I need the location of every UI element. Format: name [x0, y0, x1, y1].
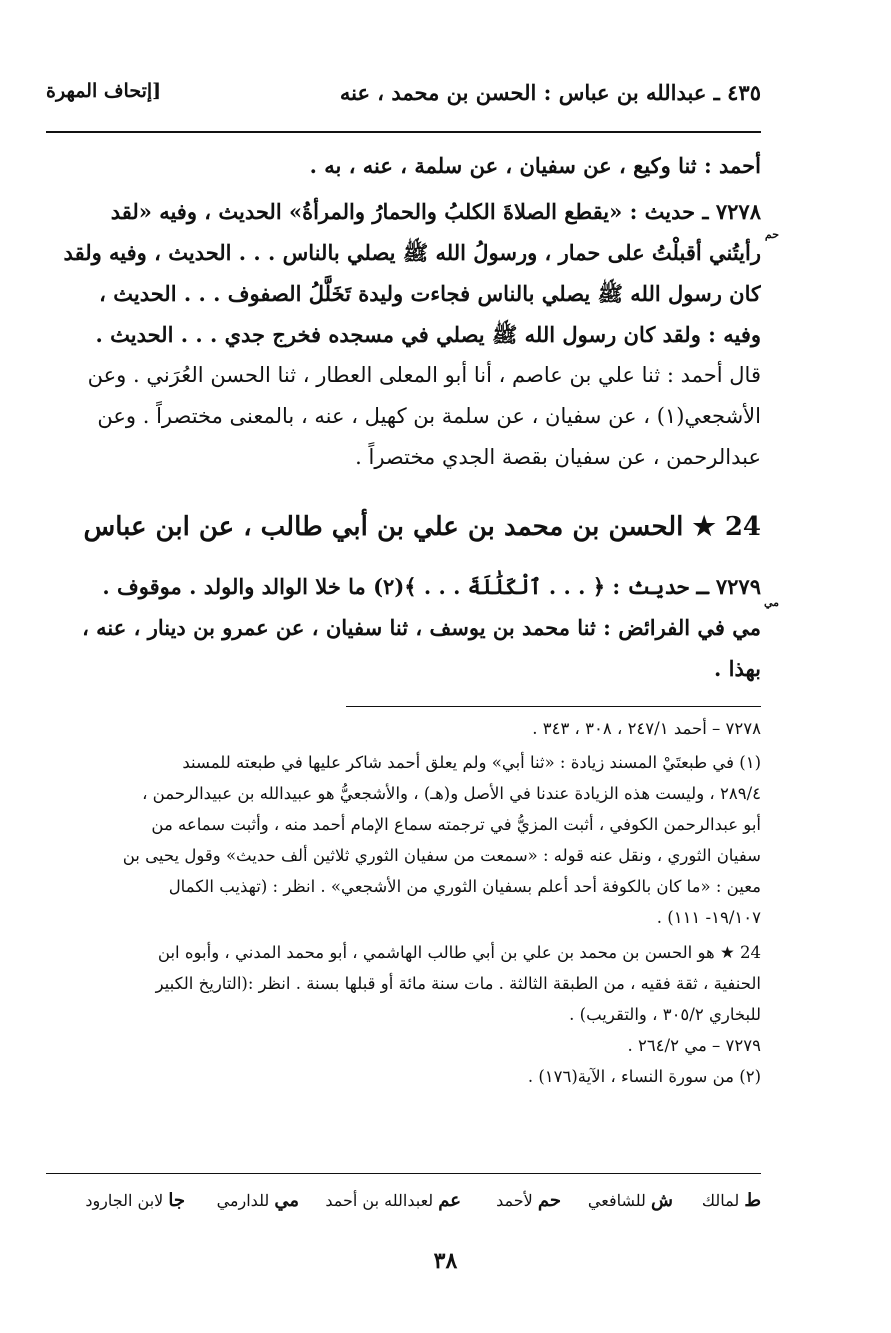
footnote-rule [346, 706, 761, 707]
legend-item: ش للشافعي [587, 1190, 673, 1211]
footnote-line: معين : «ما كان بالكوفة أحد أعلم بسفيان الثوري من الأشجعي» . انظر : (تهذيب الكمال [168, 877, 761, 896]
source-marker: مي [763, 596, 779, 609]
hadith-7278-line: كان رسول الله ﷺ يصلي بالناس فجاءت وليدة تَخَلَّلُ الصفوف . . . الحديث ، [99, 281, 761, 306]
hadith-7279 [46, 566, 761, 689]
footnote-line: ٢٨٩/٤ ، وليست هذه الزيادة عندنا في الأصل و(هـ) ، والأشجعيُّ هو عبيدالله بن عبيدالرحمن ، [142, 784, 761, 803]
legend-item: عم لعبدالله بن أحمد [325, 1190, 461, 1211]
legend-item: مي للدارمي [216, 1190, 299, 1211]
legend-item: حم لأحمد [496, 1190, 561, 1211]
text-line: أحمد : ثنا وكيع ، عن سفيان ، عن سلمة ، عنه ، به . [309, 153, 761, 178]
text-line: بهذا . [713, 656, 761, 681]
isnad-line: عبدالرحمن ، عن سفيان بقصة الجدي مختصراً . [355, 445, 761, 469]
legend-rule [46, 1173, 761, 1174]
footnotes [46, 713, 761, 1092]
footnote-line: (١) في طبعتَيْ المسند زيادة : «ثنا أبي» ولم يعلق أحمد شاكر عليها في طبعته للمسند [182, 753, 761, 772]
text-line: مي في الفرائض : ثنا محمد بن يوسف ، ثنا سفيان ، عن عمرو بن دينار ، عنه ، [82, 615, 761, 640]
page-number: ٣٨ [433, 1248, 458, 1274]
footnote-line: أبو عبدالرحمن الكوفي ، أثبت المزيُّ في ترجمته سماع الإمام أحمد منه ، وأثبت سماعه من [151, 815, 761, 834]
footnote-line: ١٩/١٠٧- ١١١) . [656, 908, 761, 927]
running-title: ٤٣٥ ـ عبدالله بن عباس : الحسن بن محمد ، عنه [339, 80, 761, 105]
page-header [46, 80, 761, 120]
footnote-line: الحنفية ، ثقة فقيه ، من الطبقة الثالثة . مات سنة مائة أو قبلها بسنة . انظر :(التاريخ الكبير [155, 974, 761, 993]
main-text [46, 145, 761, 478]
isnad-line: قال أحمد : ثنا علي بن عاصم ، أنا أبو المعلى العطار ، ثنا الحسن العُرَني . وعن [87, 363, 761, 387]
hadith-7279-line: ٧٢٧٩ ـ حديث : ﴿ . . . ٱلْكَلَٰلَةَ . . . ﴾(٢) ما خلا الوالد والولد . موقوف . [102, 574, 761, 599]
legend-item: جا لابن الجارود [85, 1190, 185, 1211]
footnote-line: للبخاري ٣٠٥/٢ ، والتقريب) . [569, 1005, 761, 1024]
isnad-line: الأشجعي(١) ، عن سفيان ، عن سلمة بن كهيل ، عنه ، بالمعنى مختصراً . وعن [97, 404, 761, 428]
hadith-7278-line: وفيه : ولقد كان رسول الله ﷺ يصلي في مسجده فخرج جدي . . . الحديث . [95, 322, 761, 347]
hadith-7278-line: ٧٢٧٨ ـ حديث : «يقطع الصلاةَ الكلبُ والحمارُ والمرأةُ» الحديث ، وفيه «لقد [110, 199, 761, 224]
footnote-line: ٧٢٧٩ – مي ٢٦٤/٢ . [627, 1036, 761, 1055]
legend-item: ط لمالك [701, 1190, 761, 1211]
hadith-7278-line: رأيتُني أقبلْتُ على حمار ، ورسولُ الله ﷺ يصلي بالناس . . . الحديث ، وفيه ولقد [63, 240, 761, 265]
footnote-line: 24 ★ هو الحسن بن محمد بن علي بن أبي طالب الهاشمي ، أبو محمد المدني ، وأبوه ابن [157, 943, 761, 962]
abbreviation-legend [46, 1190, 761, 1220]
book-title: [إتحاف المهرة [46, 80, 162, 102]
footnote-line: سفيان الثوري ، ونقل عنه قوله : «سمعت من سفيان الثوري ثلاثين ألف حديث» وقول يحيى بن [122, 846, 761, 865]
footnote-line: ٧٢٧٨ – أحمد ٢٤٧/١ ، ٣٠٨ ، ٣٤٣ . [532, 719, 761, 738]
footnote-line: (٢) من سورة النساء ، الآية(١٧٦) . [527, 1067, 761, 1086]
source-marker: حم [764, 228, 779, 241]
section-title: 24 ★ الحسن بن محمد بن علي بن أبي طالب ، عن ابن عباس [83, 512, 761, 542]
header-rule [46, 131, 761, 133]
